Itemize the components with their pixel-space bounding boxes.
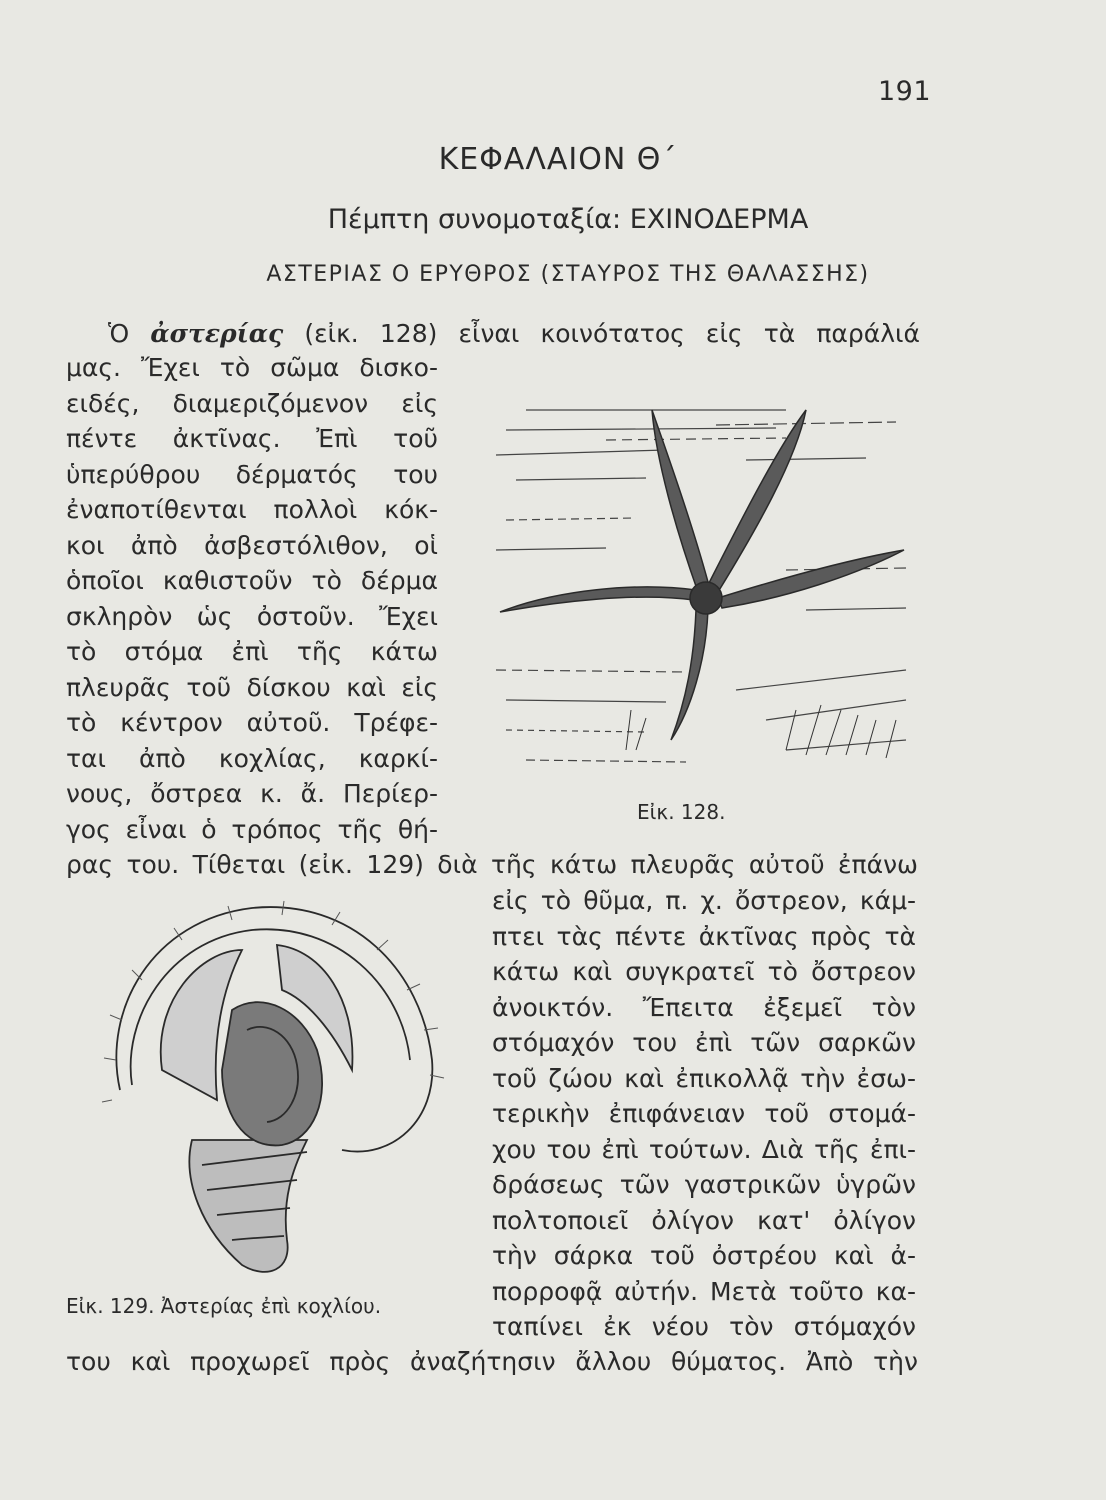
- left-column-line: ἐναποτίθενται πολλοὶ κόκ-: [66, 495, 438, 524]
- section-title: ΑΣΤΕΡΙΑΣ Ο ΕΡΥΘΡΟΣ (ΣΤΑΥΡΟΣ ΤΗΣ ΘΑΛΑΣΣΗΣ): [266, 262, 870, 287]
- left-column-line: ειδές, διαμεριζόμενον εἰς: [66, 388, 438, 418]
- chapter-heading: ΚΕΦΑΛΑΙΟΝ Θ΄: [438, 142, 678, 177]
- right-column-line: ταπίνει ἐκ νέου τὸν στόμαχόν: [492, 1312, 916, 1341]
- starfish-on-snail-figure-129: [92, 890, 452, 1282]
- first-line-rest: (εἰκ. 128) εἶναι κοινότατος εἰς τὰ παράλιά: [283, 319, 920, 348]
- left-column-line: τὸ κέντρον αὐτοῦ. Τρέφε-: [66, 708, 438, 737]
- left-column-line: γος εἶναι ὁ τρόπος τῆς θή-: [66, 814, 438, 844]
- left-column-line: πλευρᾶς τοῦ δίσκου καὶ εἰς: [66, 672, 438, 702]
- figure-129-caption: Εἰκ. 129. Ἀστερίας ἐπὶ κοχλίου.: [66, 1294, 382, 1318]
- right-column-line: εἰς τὸ θῦμα, π. χ. ὄστρεον, κάμ-: [492, 886, 916, 915]
- left-column-line: σκληρὸν ὡς ὀστοῦν. Ἔχει: [66, 601, 438, 631]
- body-line-first: [108, 318, 920, 350]
- right-column-line: πορροφᾷ αὐτήν. Μετὰ τοῦτο κα-: [492, 1276, 916, 1306]
- left-column-line: μας. Ἔχει τὸ σῶμα δισκο-: [66, 353, 438, 382]
- left-column-line: ὑπερύθρου δέρματός του: [66, 459, 438, 489]
- left-column-line: νους, ὄστρεα κ. ἄ. Περίερ-: [66, 779, 438, 808]
- right-column-line: τερικὴν ἐπιφάνειαν τοῦ στομά-: [492, 1099, 916, 1128]
- page-number: 191: [878, 76, 932, 107]
- body-line-middle: ρας του. Τίθεται (εἰκ. 129) διὰ τῆς κάτω πλευρᾶς αὐτοῦ ἐπάνω: [66, 850, 918, 879]
- body-line-last: του καὶ προχωρεῖ πρὸς ἀναζήτησιν ἄλλου θύματος. Ἀπὸ τὴν: [66, 1347, 918, 1376]
- left-column-line: τὸ στόμα ἐπὶ τῆς κάτω: [66, 637, 438, 666]
- right-column-line: κάτω καὶ συγκρατεῖ τὸ ὄστρεον: [492, 957, 916, 986]
- right-column-line: πολτοποιεῖ ὀλίγον κατ' ὀλίγον: [492, 1205, 916, 1235]
- right-column-line: πτει τὰς πέντε ἀκτῖνας πρὸς τὰ: [492, 921, 916, 951]
- right-column-line: χου του ἐπὶ τούτων. Διὰ τῆς ἐπι-: [492, 1134, 916, 1164]
- figure-128-caption: Εἰκ. 128.: [637, 800, 726, 824]
- term-asterias: ἀστερίας: [150, 319, 284, 348]
- chapter-subtitle: Πέμπτη συνομοταξία: ΕΧΙΝΟΔΕΡΜΑ: [327, 204, 809, 235]
- right-column-line: δράσεως τῶν γαστρικῶν ὑγρῶν: [492, 1170, 916, 1199]
- first-line-prefix: Ὁ: [108, 319, 151, 348]
- left-column-line: κοι ἀπὸ ἀσβεστόλιθον, οἱ: [66, 530, 438, 560]
- left-column-line: ται ἀπὸ κοχλίας, καρκί-: [66, 743, 438, 773]
- right-column-line: στόμαχόν του ἐπὶ τῶν σαρκῶν: [492, 1028, 916, 1057]
- right-column-line: τὴν σάρκα τοῦ ὀστρέου καὶ ἀ-: [492, 1241, 916, 1270]
- right-column-line: τοῦ ζώου καὶ ἐπικολλᾷ τὴν ἐσω-: [492, 1063, 916, 1093]
- right-column-line: ἀνοικτόν. Ἔπειτα ἐξεμεῖ τὸν: [492, 992, 916, 1022]
- left-column-line: ὁποῖοι καθιστοῦν τὸ δέρμα: [66, 566, 438, 595]
- starfish-figure-128: [486, 370, 918, 790]
- left-column-line: πέντε ἀκτῖνας. Ἐπὶ τοῦ: [66, 424, 438, 453]
